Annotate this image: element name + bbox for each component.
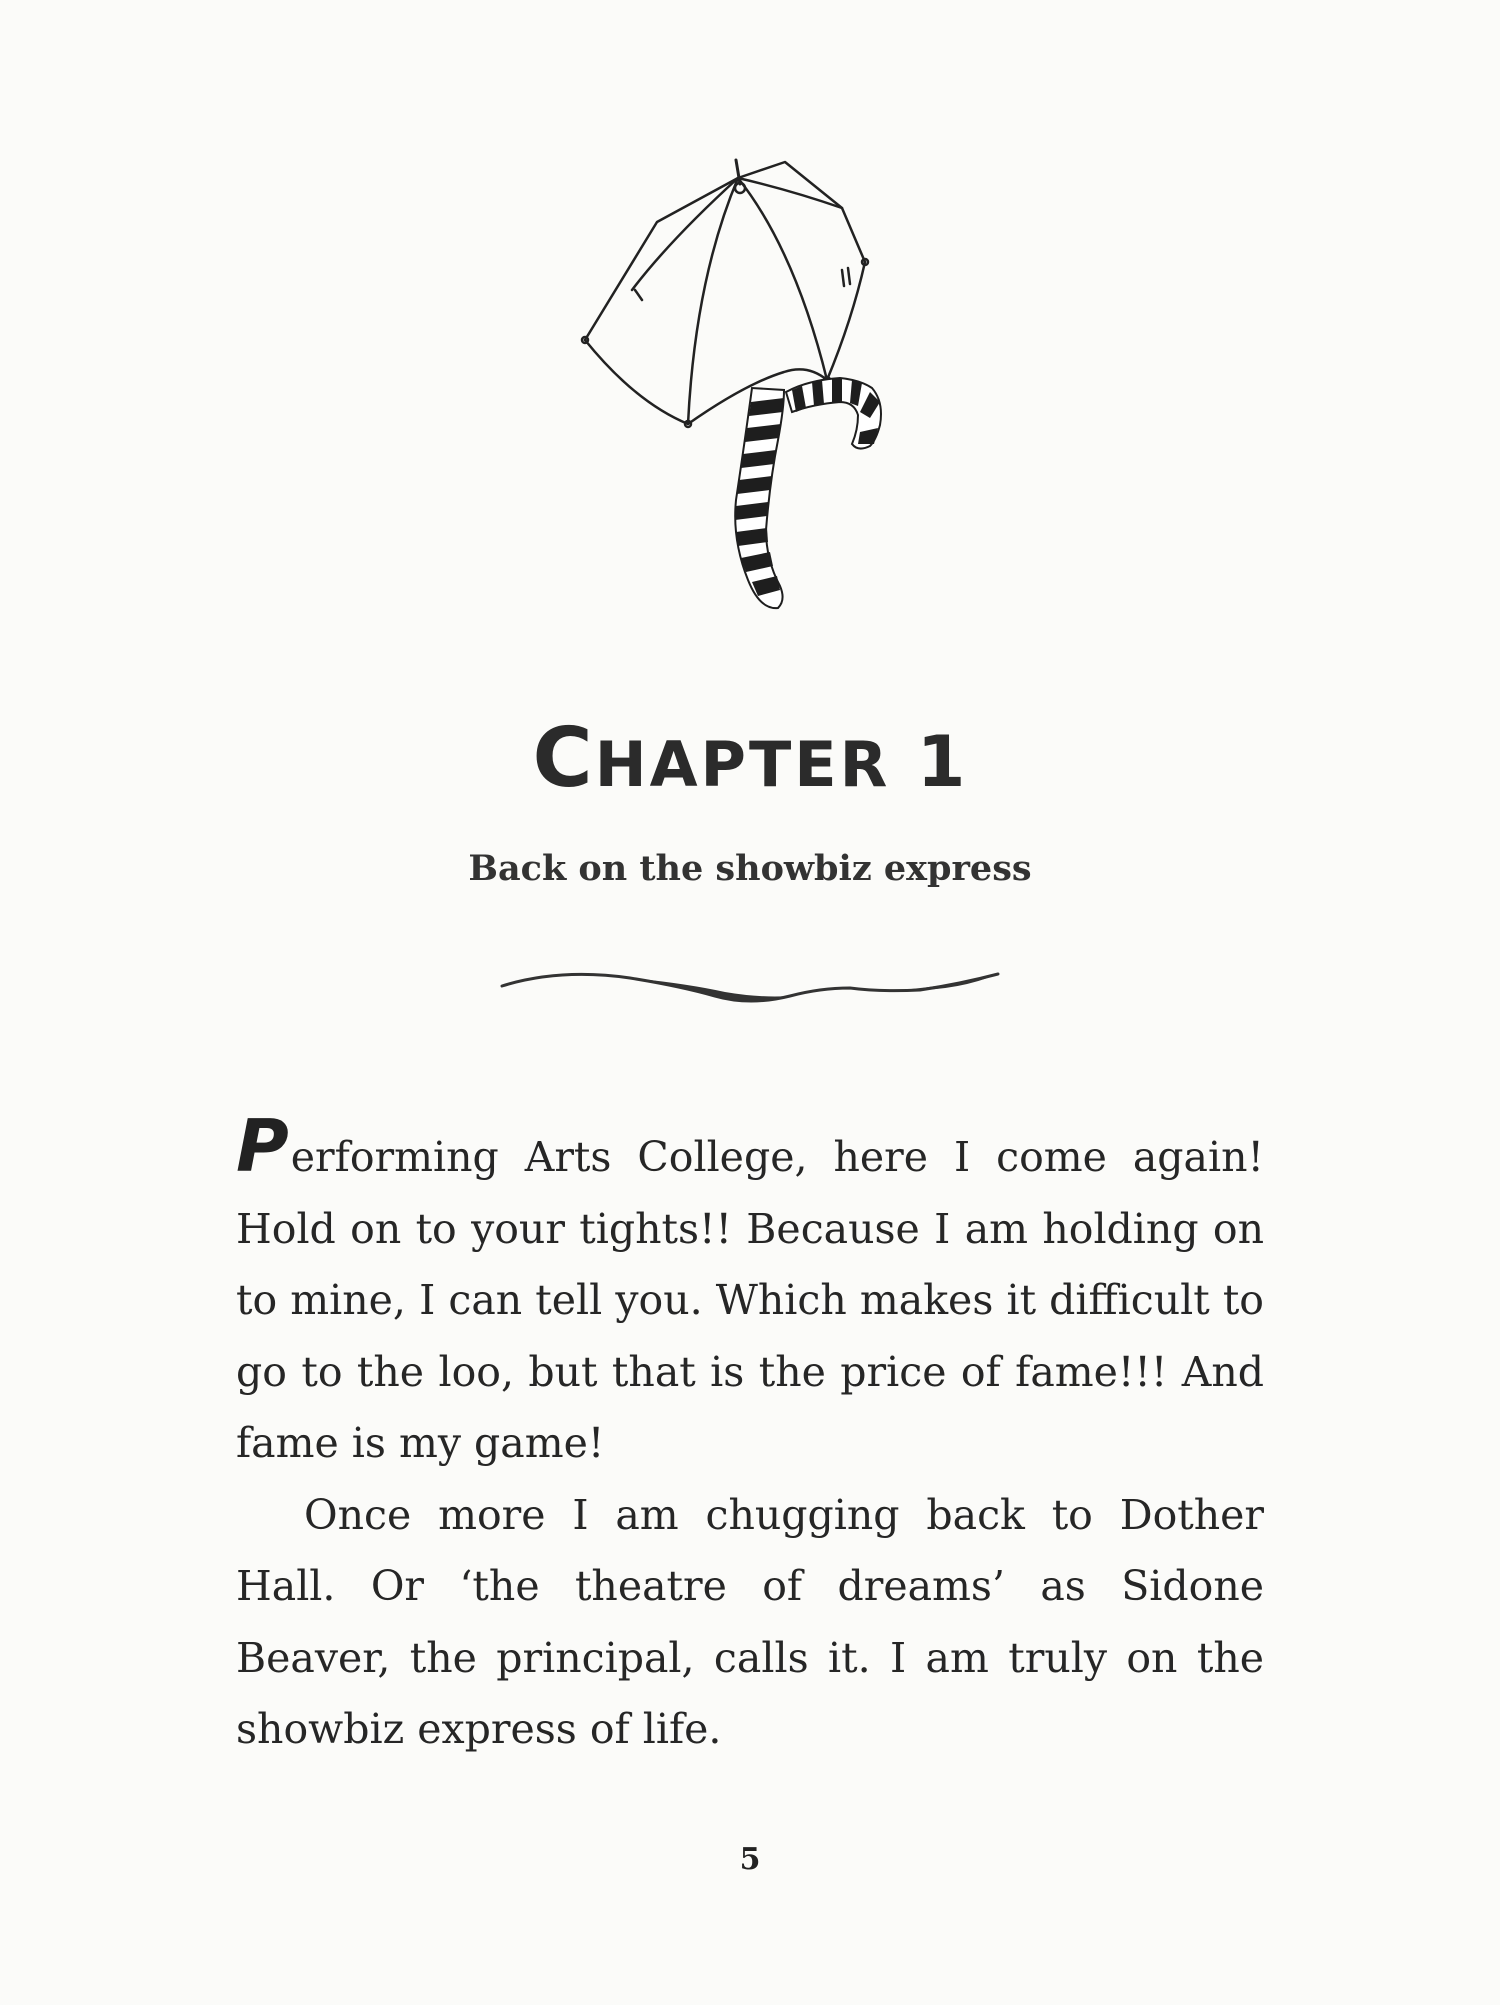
chapter-heading xyxy=(0,711,1500,806)
paragraph-1-text: erforming Arts College, here I come again! Hold on to your tights!! Because I am holding on to mine, I can tell you. Which makes it difficult to go to the loo, but that is the price of fame!!! And fame is my game! xyxy=(236,1133,1264,1467)
umbrella-legs-illustration-icon xyxy=(540,140,960,640)
paragraph-2: Once more I am chugging back to Dother Hall. Or ‘the theatre of dreams’ as Sidone Beaver, the principal, calls it. I am truly on the showbiz express of life. xyxy=(236,1490,1264,1753)
chapter-number: 1 xyxy=(916,721,968,803)
chapter-subtitle: Back on the showbiz express xyxy=(468,848,1032,889)
paragraph-1 xyxy=(236,1104,1264,1480)
chapter-first-letter: C xyxy=(532,711,595,806)
page-number: 5 xyxy=(739,1842,761,1877)
chapter-body-text xyxy=(236,1104,1264,1766)
chapter-word xyxy=(532,711,891,806)
drop-cap: P xyxy=(236,1104,289,1188)
chapter-word-rest: HAPTER xyxy=(594,728,891,801)
decorative-swash-icon xyxy=(500,962,1000,1012)
